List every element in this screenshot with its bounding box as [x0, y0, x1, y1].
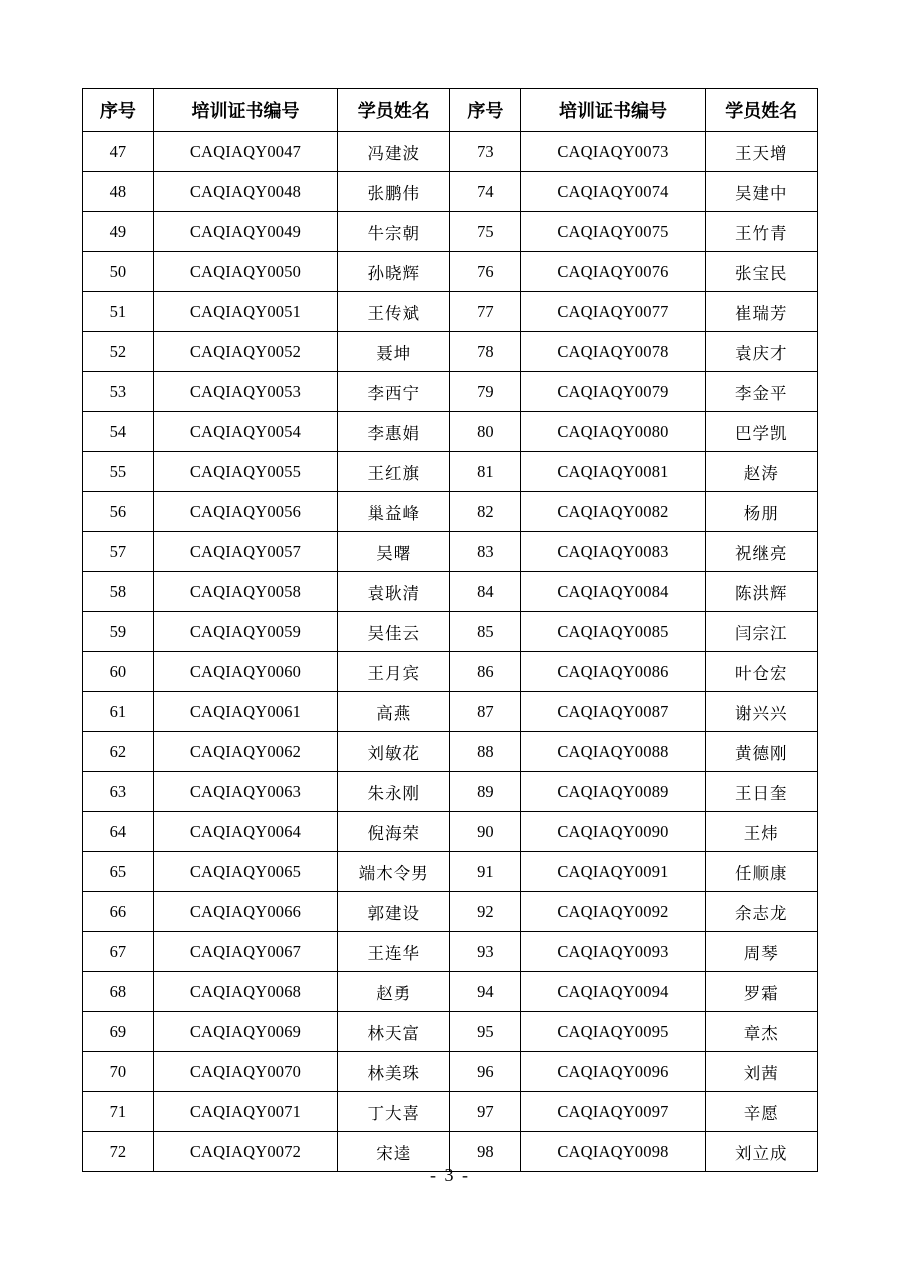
cell-certificate-left: CAQIAQY0047	[153, 132, 337, 172]
cell-name-left: 赵勇	[338, 972, 450, 1012]
cell-seq-right: 86	[450, 652, 521, 692]
cell-certificate-right: CAQIAQY0091	[521, 852, 705, 892]
cell-name-right: 周琴	[705, 932, 817, 972]
cell-seq-right: 81	[450, 452, 521, 492]
cell-name-right: 王炜	[705, 812, 817, 852]
cell-certificate-left: CAQIAQY0050	[153, 252, 337, 292]
cell-name-right: 余志龙	[705, 892, 817, 932]
column-header-seq-right: 序号	[450, 89, 521, 132]
cell-certificate-right: CAQIAQY0090	[521, 812, 705, 852]
cell-certificate-left: CAQIAQY0058	[153, 572, 337, 612]
table-row	[83, 652, 818, 692]
cell-seq-left: 58	[83, 572, 154, 612]
cell-certificate-left: CAQIAQY0059	[153, 612, 337, 652]
cell-certificate-left: CAQIAQY0061	[153, 692, 337, 732]
cell-certificate-right: CAQIAQY0089	[521, 772, 705, 812]
cell-name-right: 王天增	[705, 132, 817, 172]
cell-certificate-right: CAQIAQY0087	[521, 692, 705, 732]
cell-certificate-right: CAQIAQY0094	[521, 972, 705, 1012]
table-row	[83, 932, 818, 972]
cell-certificate-left: CAQIAQY0057	[153, 532, 337, 572]
page-number: - 3 -	[430, 1165, 470, 1185]
cell-name-left: 吴佳云	[338, 612, 450, 652]
cell-name-left: 李惠娟	[338, 412, 450, 452]
cell-seq-right: 89	[450, 772, 521, 812]
cell-certificate-left: CAQIAQY0055	[153, 452, 337, 492]
cell-name-left: 王传斌	[338, 292, 450, 332]
cell-seq-left: 53	[83, 372, 154, 412]
cell-seq-right: 77	[450, 292, 521, 332]
cell-seq-right: 83	[450, 532, 521, 572]
table-row	[83, 612, 818, 652]
cell-name-right: 黄德刚	[705, 732, 817, 772]
cell-seq-left: 57	[83, 532, 154, 572]
cell-name-right: 刘立成	[705, 1132, 817, 1172]
cell-certificate-left: CAQIAQY0056	[153, 492, 337, 532]
cell-seq-right: 74	[450, 172, 521, 212]
column-header-name-left: 学员姓名	[338, 89, 450, 132]
table-row	[83, 212, 818, 252]
cell-certificate-right: CAQIAQY0079	[521, 372, 705, 412]
cell-seq-right: 87	[450, 692, 521, 732]
table-row	[83, 252, 818, 292]
cell-name-left: 张鹏伟	[338, 172, 450, 212]
cell-certificate-left: CAQIAQY0062	[153, 732, 337, 772]
table-body	[83, 132, 818, 1172]
cell-seq-left: 72	[83, 1132, 154, 1172]
table-row	[83, 852, 818, 892]
cell-certificate-right: CAQIAQY0078	[521, 332, 705, 372]
cell-seq-left: 65	[83, 852, 154, 892]
cell-name-right: 祝继亮	[705, 532, 817, 572]
column-header-certificate-left: 培训证书编号	[153, 89, 337, 132]
cell-name-left: 刘敏花	[338, 732, 450, 772]
table-row	[83, 172, 818, 212]
cell-name-left: 王连华	[338, 932, 450, 972]
cell-seq-left: 70	[83, 1052, 154, 1092]
column-header-certificate-right: 培训证书编号	[521, 89, 705, 132]
cell-certificate-left: CAQIAQY0070	[153, 1052, 337, 1092]
table-row	[83, 572, 818, 612]
cell-seq-right: 88	[450, 732, 521, 772]
cell-seq-left: 61	[83, 692, 154, 732]
cell-certificate-right: CAQIAQY0088	[521, 732, 705, 772]
cell-name-left: 牛宗朝	[338, 212, 450, 252]
cell-seq-left: 55	[83, 452, 154, 492]
cell-seq-left: 49	[83, 212, 154, 252]
cell-name-right: 崔瑞芳	[705, 292, 817, 332]
table-row	[83, 1052, 818, 1092]
cell-seq-left: 51	[83, 292, 154, 332]
cell-seq-left: 63	[83, 772, 154, 812]
cell-seq-right: 84	[450, 572, 521, 612]
cell-certificate-left: CAQIAQY0065	[153, 852, 337, 892]
cell-seq-right: 79	[450, 372, 521, 412]
cell-name-right: 谢兴兴	[705, 692, 817, 732]
cell-name-left: 李西宁	[338, 372, 450, 412]
cell-name-left: 端木令男	[338, 852, 450, 892]
table-row	[83, 812, 818, 852]
table-row	[83, 1012, 818, 1052]
cell-name-left: 郭建设	[338, 892, 450, 932]
cell-name-left: 袁耿清	[338, 572, 450, 612]
trainee-roster-table	[82, 88, 818, 1172]
cell-name-left: 孙晓辉	[338, 252, 450, 292]
cell-certificate-right: CAQIAQY0076	[521, 252, 705, 292]
cell-certificate-left: CAQIAQY0066	[153, 892, 337, 932]
table-row	[83, 492, 818, 532]
cell-name-right: 赵涛	[705, 452, 817, 492]
cell-certificate-right: CAQIAQY0073	[521, 132, 705, 172]
column-header-name-right: 学员姓名	[705, 89, 817, 132]
cell-certificate-left: CAQIAQY0063	[153, 772, 337, 812]
cell-certificate-right: CAQIAQY0093	[521, 932, 705, 972]
cell-seq-right: 92	[450, 892, 521, 932]
cell-seq-left: 48	[83, 172, 154, 212]
table-row	[83, 452, 818, 492]
cell-certificate-right: CAQIAQY0097	[521, 1092, 705, 1132]
cell-name-right: 陈洪辉	[705, 572, 817, 612]
cell-name-left: 高燕	[338, 692, 450, 732]
cell-name-left: 巢益峰	[338, 492, 450, 532]
cell-name-right: 王竹青	[705, 212, 817, 252]
table-header-row	[83, 89, 818, 132]
cell-certificate-right: CAQIAQY0075	[521, 212, 705, 252]
cell-seq-right: 93	[450, 932, 521, 972]
cell-certificate-right: CAQIAQY0084	[521, 572, 705, 612]
cell-name-right: 吴建中	[705, 172, 817, 212]
table-row	[83, 1092, 818, 1132]
table-row	[83, 732, 818, 772]
cell-certificate-left: CAQIAQY0064	[153, 812, 337, 852]
cell-seq-left: 71	[83, 1092, 154, 1132]
cell-name-left: 倪海荣	[338, 812, 450, 852]
table-row	[83, 692, 818, 732]
cell-seq-left: 69	[83, 1012, 154, 1052]
cell-seq-right: 98	[450, 1132, 521, 1172]
cell-seq-right: 90	[450, 812, 521, 852]
cell-certificate-right: CAQIAQY0096	[521, 1052, 705, 1092]
cell-name-right: 章杰	[705, 1012, 817, 1052]
table-row	[83, 332, 818, 372]
cell-name-right: 罗霜	[705, 972, 817, 1012]
cell-certificate-left: CAQIAQY0060	[153, 652, 337, 692]
cell-name-left: 王红旗	[338, 452, 450, 492]
cell-name-left: 聂坤	[338, 332, 450, 372]
cell-name-right: 李金平	[705, 372, 817, 412]
cell-seq-left: 60	[83, 652, 154, 692]
column-header-seq-left: 序号	[83, 89, 154, 132]
cell-certificate-right: CAQIAQY0092	[521, 892, 705, 932]
cell-certificate-right: CAQIAQY0085	[521, 612, 705, 652]
cell-seq-left: 56	[83, 492, 154, 532]
cell-seq-right: 75	[450, 212, 521, 252]
cell-seq-left: 66	[83, 892, 154, 932]
cell-seq-left: 52	[83, 332, 154, 372]
cell-certificate-left: CAQIAQY0049	[153, 212, 337, 252]
cell-seq-left: 50	[83, 252, 154, 292]
table-header	[83, 89, 818, 132]
cell-certificate-right: CAQIAQY0098	[521, 1132, 705, 1172]
cell-name-right: 王日奎	[705, 772, 817, 812]
cell-name-left: 王月宾	[338, 652, 450, 692]
cell-name-right: 张宝民	[705, 252, 817, 292]
cell-certificate-left: CAQIAQY0048	[153, 172, 337, 212]
cell-seq-right: 94	[450, 972, 521, 1012]
cell-name-right: 辛愿	[705, 1092, 817, 1132]
cell-certificate-right: CAQIAQY0082	[521, 492, 705, 532]
table-row	[83, 292, 818, 332]
table-row	[83, 972, 818, 1012]
cell-certificate-left: CAQIAQY0054	[153, 412, 337, 452]
cell-seq-left: 68	[83, 972, 154, 1012]
cell-certificate-left: CAQIAQY0069	[153, 1012, 337, 1052]
cell-seq-left: 62	[83, 732, 154, 772]
cell-certificate-right: CAQIAQY0081	[521, 452, 705, 492]
cell-certificate-left: CAQIAQY0051	[153, 292, 337, 332]
cell-name-right: 袁庆才	[705, 332, 817, 372]
cell-certificate-right: CAQIAQY0095	[521, 1012, 705, 1052]
table-row	[83, 132, 818, 172]
cell-name-left: 林美珠	[338, 1052, 450, 1092]
cell-certificate-right: CAQIAQY0083	[521, 532, 705, 572]
cell-seq-left: 59	[83, 612, 154, 652]
cell-name-right: 叶仓宏	[705, 652, 817, 692]
table-row	[83, 772, 818, 812]
cell-certificate-right: CAQIAQY0086	[521, 652, 705, 692]
cell-name-right: 任顺康	[705, 852, 817, 892]
cell-certificate-left: CAQIAQY0071	[153, 1092, 337, 1132]
cell-seq-right: 73	[450, 132, 521, 172]
table-row	[83, 372, 818, 412]
cell-name-right: 闫宗江	[705, 612, 817, 652]
cell-seq-right: 97	[450, 1092, 521, 1132]
cell-certificate-right: CAQIAQY0080	[521, 412, 705, 452]
cell-name-right: 杨朋	[705, 492, 817, 532]
cell-seq-left: 67	[83, 932, 154, 972]
cell-certificate-left: CAQIAQY0053	[153, 372, 337, 412]
cell-certificate-left: CAQIAQY0068	[153, 972, 337, 1012]
cell-seq-left: 47	[83, 132, 154, 172]
cell-name-left: 冯建波	[338, 132, 450, 172]
table-row	[83, 412, 818, 452]
cell-certificate-left: CAQIAQY0067	[153, 932, 337, 972]
cell-certificate-right: CAQIAQY0074	[521, 172, 705, 212]
cell-seq-right: 76	[450, 252, 521, 292]
cell-seq-right: 91	[450, 852, 521, 892]
cell-name-right: 巴学凯	[705, 412, 817, 452]
cell-name-right: 刘茜	[705, 1052, 817, 1092]
cell-seq-right: 82	[450, 492, 521, 532]
cell-seq-left: 54	[83, 412, 154, 452]
cell-seq-right: 85	[450, 612, 521, 652]
cell-seq-left: 64	[83, 812, 154, 852]
cell-certificate-right: CAQIAQY0077	[521, 292, 705, 332]
cell-name-left: 吴曙	[338, 532, 450, 572]
cell-seq-right: 78	[450, 332, 521, 372]
table-row	[83, 532, 818, 572]
cell-name-left: 朱永刚	[338, 772, 450, 812]
cell-name-left: 丁大喜	[338, 1092, 450, 1132]
cell-seq-right: 95	[450, 1012, 521, 1052]
cell-seq-right: 80	[450, 412, 521, 452]
cell-name-left: 林天富	[338, 1012, 450, 1052]
cell-seq-right: 96	[450, 1052, 521, 1092]
table-row	[83, 892, 818, 932]
cell-certificate-left: CAQIAQY0072	[153, 1132, 337, 1172]
cell-certificate-left: CAQIAQY0052	[153, 332, 337, 372]
cell-name-left: 宋逵	[338, 1132, 450, 1172]
